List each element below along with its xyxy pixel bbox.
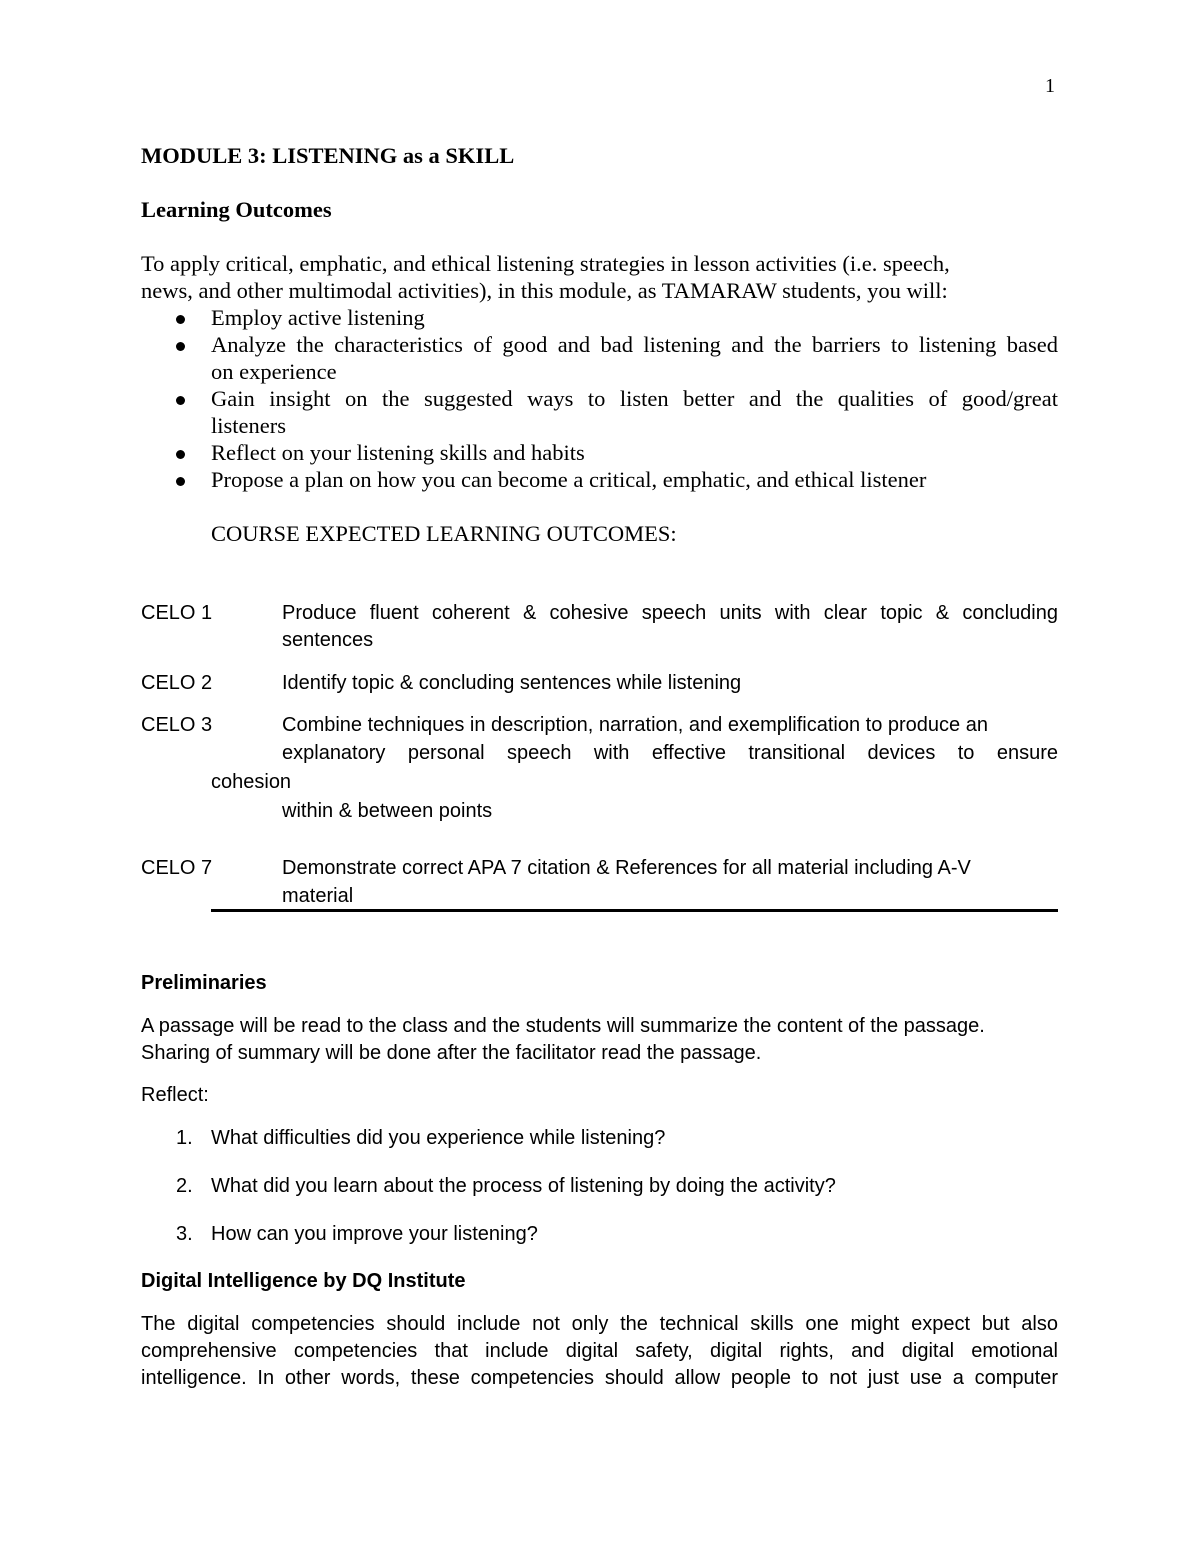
learning-outcomes-heading: Learning Outcomes <box>141 197 332 222</box>
question-text: What did you learn about the process of listening by doing the activity? <box>211 1175 836 1197</box>
page-number: 1 <box>1045 75 1055 97</box>
outcome-item-3-cont: listeners <box>211 413 286 438</box>
module-title: MODULE 3: LISTENING as a SKILL <box>141 143 515 168</box>
outcome-item-4: Reflect on your listening skills and habits <box>211 440 585 465</box>
bullet-icon <box>176 315 185 324</box>
celo-text: material <box>282 885 354 907</box>
celo-text: cohesion <box>211 771 292 793</box>
question-number: 2. <box>176 1175 193 1197</box>
digital-intelligence-heading: Digital Intelligence by DQ Institute <box>141 1270 466 1292</box>
preliminaries-text: A passage will be read to the class and the students will summarize the content of the passage. <box>141 1015 985 1037</box>
celo-text: within & between points <box>282 800 493 822</box>
celo-text: sentences <box>282 629 374 651</box>
outcome-item-1: Employ active listening <box>211 305 425 330</box>
digital-intelligence-text: intelligence. In other words, these competencies should allow people to not just use a computer <box>141 1367 1058 1389</box>
question-number: 1. <box>176 1127 193 1149</box>
bullet-icon <box>176 450 185 459</box>
preliminaries-text: Sharing of summary will be done after the facilitator read the passage. <box>141 1042 762 1064</box>
outcome-item-2-cont: on experience <box>211 359 337 384</box>
digital-intelligence-text: The digital competencies should include not only the technical skills one might expect but also <box>141 1313 1058 1335</box>
celo-text: Identify topic & concluding sentences while listening <box>282 672 742 694</box>
celo-text: explanatory personal speech with effective transitional devices to ensure <box>282 742 1058 764</box>
intro-line-2: news, and other multimodal activities), in this module, as TAMARAW students, you will: <box>141 278 948 303</box>
celo-code: CELO 2 <box>141 672 213 694</box>
bullet-icon <box>176 477 185 486</box>
bullet-icon <box>176 396 185 405</box>
celo-heading: COURSE EXPECTED LEARNING OUTCOMES: <box>211 521 677 546</box>
section-divider <box>211 909 1058 912</box>
celo-text: Produce fluent coherent & cohesive speech units with clear topic & concluding <box>282 602 1058 624</box>
question-text: How can you improve your listening? <box>211 1223 538 1245</box>
preliminaries-heading: Preliminaries <box>141 972 267 994</box>
celo-text: Demonstrate correct APA 7 citation & References for all material including A-V <box>282 857 971 879</box>
celo-code: CELO 1 <box>141 602 213 624</box>
celo-text: Combine techniques in description, narration, and exemplification to produce an <box>282 714 988 736</box>
digital-intelligence-text: comprehensive competencies that include digital safety, digital rights, and digital emotional <box>141 1340 1058 1362</box>
bullet-icon <box>176 342 185 351</box>
question-text: What difficulties did you experience while listening? <box>211 1127 666 1149</box>
intro-line-1: To apply critical, emphatic, and ethical listening strategies in lesson activities (i.e. speech, <box>141 251 950 276</box>
outcome-item-2: Analyze the characteristics of good and bad listening and the barriers to listening based <box>211 332 1058 357</box>
reflect-label: Reflect: <box>141 1084 209 1106</box>
celo-code: CELO 7 <box>141 857 213 879</box>
outcome-item-3: Gain insight on the suggested ways to listen better and the qualities of good/great <box>211 386 1058 411</box>
question-number: 3. <box>176 1223 193 1245</box>
outcome-item-5: Propose a plan on how you can become a critical, emphatic, and ethical listener <box>211 467 927 492</box>
celo-code: CELO 3 <box>141 714 213 736</box>
